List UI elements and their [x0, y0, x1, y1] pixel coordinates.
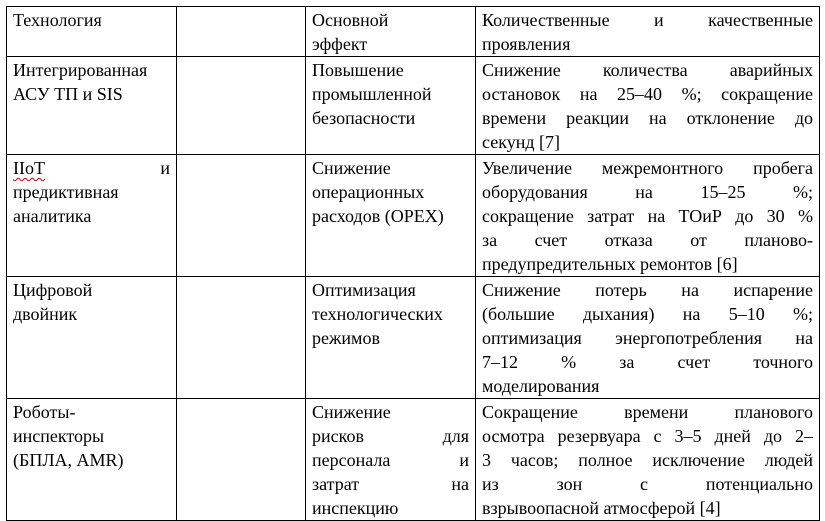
row4-manifestations — [476, 399, 820, 521]
row4-manifest-line1: Сокращение времени планового — [482, 402, 813, 422]
row3-effect-line2: технологических — [312, 304, 443, 324]
table-row — [7, 399, 820, 521]
row3-effect — [306, 277, 476, 399]
row4-manifest-line4: из зон с потенциально — [482, 474, 813, 494]
row1-manifestations — [476, 57, 820, 155]
row4-manifest-line3: 3 часов; полное исключение людей — [482, 450, 813, 470]
row4-effect-line2-b: для — [442, 426, 469, 446]
row4-manifest-line2: осмотра резервуара с 3–5 дней до 2– — [482, 426, 813, 446]
row4-effect — [306, 399, 476, 521]
header-technology — [7, 7, 177, 57]
row1-effect — [306, 57, 476, 155]
row2-manifest-line4: за счет отказа от планово- — [482, 230, 813, 250]
row1-manifest-line4: секунд [7] — [482, 132, 560, 152]
row2-manifest-line3: сокращение затрат на ТОиР до 30 % — [482, 206, 813, 226]
row1-manifest-line2: остановок на 25–40 %; сокращение — [482, 84, 813, 104]
row3-manifest-line5: моделирования — [482, 376, 600, 396]
row4-manifest-line5: взрывоопасной атмосферой [4] — [482, 498, 721, 518]
row3-effect-line1: Оптимизация — [312, 280, 416, 300]
row2-manifestations — [476, 155, 820, 277]
row4-empty-cell — [177, 399, 306, 521]
header-manifest-line2: проявления — [482, 34, 571, 54]
header-effect-line1: Основной — [312, 10, 389, 30]
row4-effect-line3 — [312, 448, 469, 472]
row2-manifest-line5: предупредительных ремонтов [6] — [482, 254, 738, 274]
row4-effect-line1: Снижение — [312, 402, 391, 422]
row3-empty-cell — [177, 277, 306, 399]
row4-technology — [7, 399, 177, 521]
table-row — [7, 57, 820, 155]
row4-effect-line4-a: затрат — [312, 474, 360, 494]
row2-technology — [7, 155, 177, 277]
row2-effect-line2: операционных — [312, 182, 425, 202]
row1-technology — [7, 57, 177, 155]
row3-manifest-line1: Снижение потерь на испарение — [482, 280, 813, 300]
row4-effect-line4-b: на — [451, 474, 469, 494]
row1-empty-cell — [177, 57, 306, 155]
row3-manifest-line3: оптимизация энергопотребления на — [482, 328, 813, 348]
row3-manifest-line2: (большие дыхания) на 5–10 %; — [482, 304, 813, 324]
row3-tech-line2: двойник — [13, 304, 78, 324]
row2-tech-line3: аналитика — [13, 206, 92, 226]
row2-empty-cell — [177, 155, 306, 277]
header-empty-cell — [177, 7, 306, 57]
row1-tech-line1: Интегрированная — [13, 60, 148, 80]
table-row — [7, 155, 820, 277]
row2-manifest-line1: Увеличение межремонтного пробега — [482, 158, 813, 178]
row2-effect-line3: расходов (OPEX) — [312, 206, 444, 226]
row4-effect-line4 — [312, 472, 469, 496]
row1-effect-line1: Повышение — [312, 60, 404, 80]
row4-effect-line2 — [312, 424, 469, 448]
row1-tech-line2: АСУ ТП и SIS — [13, 84, 123, 104]
row4-tech-line1: Роботы- — [13, 402, 76, 422]
row2-tech-iiot: IIoT — [13, 158, 45, 178]
row1-effect-line2: промышленной — [312, 84, 432, 104]
header-manifestations — [476, 7, 820, 57]
header-effect-line2: эффект — [312, 34, 368, 54]
header-technology-text: Технология — [13, 10, 102, 30]
row3-effect-line3: режимов — [312, 328, 380, 348]
row2-effect-line1: Снижение — [312, 158, 391, 178]
header-manifest-line1 — [482, 8, 813, 32]
row2-tech-line1 — [13, 156, 170, 180]
row3-manifestations — [476, 277, 820, 399]
row1-effect-line3: безопасности — [312, 108, 416, 128]
header-manifest-line1-text: Количественные и качественные — [482, 10, 813, 30]
table-header-row — [7, 7, 820, 57]
row4-tech-line2: инспекторы — [13, 426, 105, 446]
row4-effect-line3-a: персонала — [312, 450, 391, 470]
row2-effect — [306, 155, 476, 277]
row4-tech-line3: (БПЛА, AMR) — [13, 450, 124, 470]
header-effect — [306, 7, 476, 57]
comparison-table — [6, 6, 820, 521]
row3-tech-line1: Цифровой — [13, 280, 93, 300]
row3-manifest-line4: 7–12 % за счет точного — [482, 352, 813, 372]
table-row — [7, 277, 820, 399]
row3-technology — [7, 277, 177, 399]
row4-effect-line5: инспекцию — [312, 498, 399, 518]
row4-effect-line2-a: рисков — [312, 426, 364, 446]
row2-tech-line2: предиктивная — [13, 182, 119, 202]
row1-manifest-line1: Снижение количества аварийных — [482, 60, 813, 80]
row1-manifest-line3: времени реакции на отклонение до — [482, 108, 813, 128]
row2-manifest-line2: оборудования на 15–25 %; — [482, 182, 813, 202]
row4-effect-line3-b: и — [459, 450, 469, 470]
row2-tech-and: и — [160, 158, 170, 178]
